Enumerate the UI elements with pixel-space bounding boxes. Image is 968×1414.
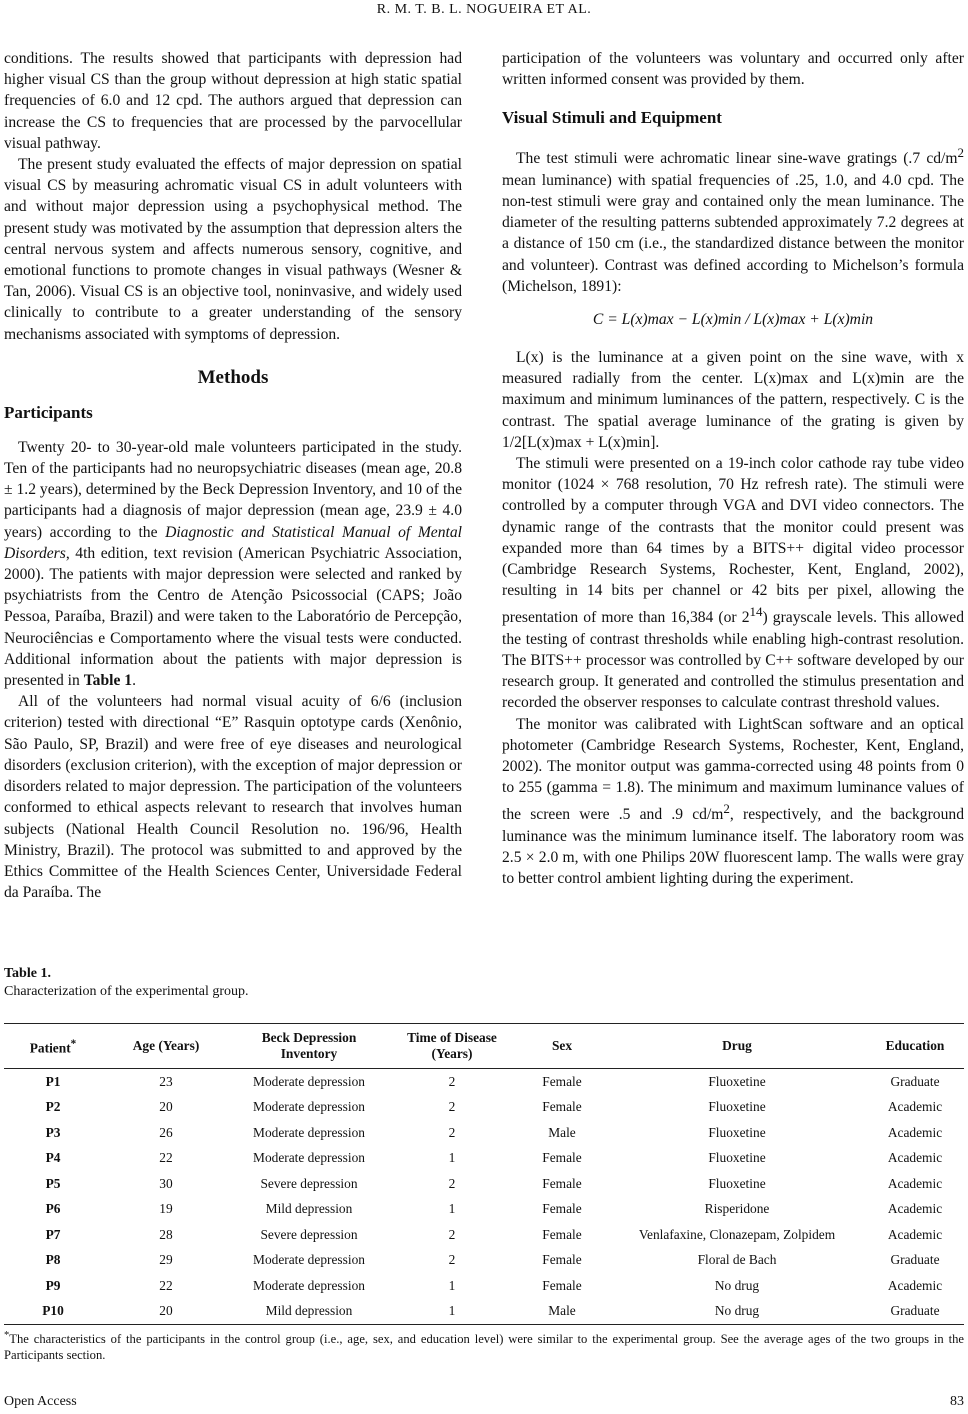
table-cell: Female [542, 1175, 582, 1191]
table-cell: Female [542, 1226, 582, 1242]
table-cell: Fluoxetine [708, 1175, 766, 1191]
table-row [4, 1095, 964, 1121]
left-column [4, 48, 462, 903]
footnote-mark: * [70, 1037, 77, 1050]
paragraph: All of the volunteers had normal visual acuity of 6/6 (inclusion criterion) tested with directional “E” Rasquin optotype cards (Xenônio, São Paulo, SP, Brazil) and were free of eye diseases and neurological disorders (exclusion criterion), with the exception of major depression or disorders related to major depression. The participation of the volunteers conformed to ethical aspects relevant to research that involves human subjects (National Health Council Resolution no. 196/96, Health Ministry, Brazil). The protocol was submitted to and approved by the Ethics Committee of the Health Sciences Center, Universidade Federal da Paraíba. The [4, 693, 462, 902]
text-run: , 4th edition, text revision (American Psychiatric Association, 2000). The patients with major depression were selected and ranked by psychiatrists from the Centro de Atenção Psicossocial (CAPS; João Pessoa, Paraíba, Brazil) and were taken to the Laboratório de Percepção, Neurociências e Comportamento where the visual tests were conducted. Additional information about the patients with major depression is presented in [4, 544, 462, 690]
column-header-education: Education [885, 1038, 945, 1053]
table-cell: Female [542, 1277, 582, 1293]
table-cell: Moderate depression [253, 1124, 365, 1140]
table-cell: P4 [45, 1150, 61, 1166]
column-header-beck: Beck Depression Inventory [261, 1030, 357, 1061]
table-cell: 19 [159, 1201, 173, 1217]
book-title: Diagnostic and Statistical Manual of Mental Disorders [4, 523, 462, 562]
table-block [4, 965, 964, 1363]
table-cell: 2 [448, 1252, 456, 1268]
table-cell: P9 [45, 1277, 61, 1293]
footnote-text: The characteristics of the participants in the control group (i.e., age, sex, and education level) were similar to the experimental group. See the average ages of the two groups in the Participants section. [4, 1332, 964, 1363]
table-cell: Academic [887, 1175, 943, 1191]
table-cell: 23 [159, 1073, 173, 1089]
table-label [4, 965, 964, 983]
table-cell: Mild depression [265, 1303, 353, 1319]
table-cell: P3 [45, 1124, 61, 1140]
table-row [4, 1299, 964, 1325]
table-cell: 20 [159, 1303, 173, 1319]
table-cell: Graduate [890, 1252, 940, 1268]
table-cell: 2 [448, 1073, 456, 1089]
table-cell: 2 [448, 1226, 456, 1242]
column-header-sex: Sex [551, 1038, 573, 1053]
table-cell: 29 [159, 1252, 173, 1268]
table-cell: Moderate depression [253, 1073, 365, 1089]
paragraph: conditions. The results showed that participants with depression had higher visual CS than the group without depression at high static spatial frequencies of 6.0 and 12 cpd. The authors argued that depression can increase the CS to frequencies that are processed by the parvocellular visual pathway. [4, 50, 462, 152]
table-cell: 2 [448, 1099, 456, 1115]
paragraph-equation-definitions: L(x) is the luminance at a given point on the sine wave, with x measured radially from the center. L(x)max and L(x)min are the maximum and minimum luminances of the pattern, respectively. C is the contrast. The spatial average luminance of the grating is given by 1/2[L(x)max + L(x)min]. [502, 349, 964, 451]
participants-table [4, 1023, 964, 1325]
table-cell: Severe depression [260, 1226, 358, 1242]
table-cell: Moderate depression [253, 1099, 365, 1115]
paragraph-calibration [502, 714, 964, 890]
footnote-mark: * [4, 1330, 10, 1341]
table-cell: P5 [45, 1175, 61, 1191]
table-cell: Moderate depression [253, 1277, 365, 1293]
table-row [4, 1069, 964, 1095]
table-cell: 30 [159, 1175, 173, 1191]
table-header-row [4, 1024, 964, 1069]
table-cell: Moderate depression [253, 1150, 365, 1166]
table-cell: 2 [448, 1175, 456, 1191]
michelson-equation: C = L(x)max − L(x)min / L(x)max + L(x)min [592, 311, 874, 329]
table-cell: Fluoxetine [708, 1099, 766, 1115]
table-cell: Male [548, 1303, 576, 1319]
table-cell: Graduate [890, 1073, 940, 1089]
table-cell: P7 [45, 1226, 61, 1242]
superscript: 2 [957, 145, 964, 161]
table-cell: Fluoxetine [708, 1124, 766, 1140]
paragraph-stimuli [502, 142, 964, 297]
table-cell: Severe depression [260, 1175, 358, 1191]
table-label-text: Table 1. [4, 966, 51, 981]
table-cell: Female [542, 1252, 582, 1268]
superscript: 2 [723, 801, 730, 817]
page-footer [4, 1394, 964, 1410]
column-header-drug: Drug [722, 1038, 752, 1053]
table-body [4, 1069, 964, 1325]
table-cell: Female [542, 1073, 582, 1089]
table-cell: 1 [448, 1303, 456, 1319]
table-cell: 26 [159, 1124, 173, 1140]
section-title-methods: Methods [197, 366, 269, 388]
subsection-title-stimuli: Visual Stimuli and Equipment [502, 108, 722, 128]
table-cell: 22 [159, 1277, 173, 1293]
table-cell: Academic [887, 1150, 943, 1166]
table-reference[interactable]: Table 1 [83, 672, 133, 690]
table-cell: Male [548, 1124, 576, 1140]
right-column [502, 48, 964, 889]
table-cell: Academic [887, 1226, 943, 1242]
table-cell: No drug [714, 1277, 760, 1293]
table-cell: Fluoxetine [708, 1150, 766, 1166]
table-cell: P8 [45, 1252, 61, 1268]
table-cell: Academic [887, 1124, 943, 1140]
table-cell: Fluoxetine [708, 1073, 766, 1089]
page-number: 83 [950, 1394, 964, 1409]
footer-open-access: Open Access [4, 1394, 77, 1409]
table-row [4, 1197, 964, 1223]
table-cell: 1 [448, 1150, 456, 1166]
table-cell: 28 [159, 1226, 173, 1242]
table-cell: Venlafaxine, Clonazepam, Zolpidem [638, 1226, 836, 1242]
table-cell: Mild depression [265, 1201, 353, 1217]
table-cell: 22 [159, 1150, 173, 1166]
table-cell: Female [542, 1099, 582, 1115]
table-cell: P2 [45, 1099, 61, 1115]
table-cell: Floral de Bach [697, 1252, 777, 1268]
table-row [4, 1171, 964, 1197]
text-run: The stimuli were presented on a 19-inch color cathode ray tube video monitor (1024 × 768 resolution, 70 Hz refresh rate). The stimuli were controlled by a computer through VGA and DVI video connectors. The dynamic range of the contrasts that the monitor could present was expanded more than 64 times by a BITS++ digital video processor (Cambridge Research Systems, Rochester, Kent, England, 2002), resulting in 14 bits per channel or 42 bits per pixel, allowing the presentation of more than 16,384 (or 2 [502, 455, 964, 627]
text-run: The test stimuli were achromatic linear sine-wave gratings (.7 cd/m [516, 150, 958, 168]
table-caption: Characterization of the experimental group. [4, 984, 249, 999]
text-run: ) grayscale levels. This allowed the testing of contrast thresholds while enabling high-contrast resolution. The BITS++ processor was controlled by C++ software developed by our research group. It generated and controlled the stimulus presentation and recorded the observer responses to calculate contrast threshold values. [502, 609, 965, 712]
paragraph-participants [4, 437, 462, 691]
table-cell: 1 [448, 1277, 456, 1293]
text-run: Twenty 20- to 30-year-old male volunteers participated in the study. Ten of the participants had no neuropsychiatric diseases (mean age, 20.8 ± 1.2 years), determined by the Beck Depression Inventory, and 10 of the participants had a diagnosis of major depression (mean age, 23.9 ± 4.0 years) according to the [4, 438, 462, 541]
table-cell: Academic [887, 1099, 943, 1115]
text-run: . [132, 672, 136, 690]
column-header-patient: Patient* [29, 1037, 77, 1056]
table-cell: No drug [714, 1303, 760, 1319]
table-cell: 20 [159, 1099, 173, 1115]
table-cell: 1 [448, 1201, 456, 1217]
table-cell: Moderate depression [253, 1252, 365, 1268]
paragraph-monitor [502, 453, 964, 714]
column-header-age: Age (Years) [132, 1038, 200, 1053]
table-row [4, 1222, 964, 1248]
superscript: 14 [749, 604, 763, 620]
paragraph: The present study evaluated the effects of major depression on spatial visual CS by measuring achromatic visual CS in adult volunteers with and without major depression using a psychophysical method. The present study was motivated by the assumption that depression alters the central nervous system and affects numerous sensory, cognitive, and emotional functions to promote changes in visual pathways (Wesner & Tan, 2006). Visual CS is an objective tool, noninvasive, and widely used clinically to contribute to a greater understanding of the sensory mechanisms associated with symptoms of depression. [4, 156, 462, 343]
text-run: , respectively, and the background luminance was the minimum luminance itself. The laboratory room was 2.5 × 2.0 m, with one Philips 20W fluorescent lamp. The walls were gray to better control ambient lighting during the experiment. [502, 806, 964, 888]
table-cell: 2 [448, 1124, 456, 1140]
table-cell: P10 [42, 1303, 64, 1319]
table-cell: Female [542, 1201, 582, 1217]
table-cell: P6 [45, 1201, 61, 1217]
table-cell: Graduate [890, 1303, 940, 1319]
text-run: The monitor was calibrated with LightScan software and an optical photometer (Cambridge Research Systems, Rochester, Kent, England, 2002). The monitor output was gamma-corrected using 48 points from 0 to 255 (gamma = 1.8). The minimum and maximum luminance values of the screen were .5 and .9 cd/m [502, 715, 964, 824]
text-run: mean luminance) with spatial frequencies of .25, 1.0, and 4.0 cpd. The non-test stimuli were gray and contained only the mean luminance. The diameter of the resulting patterns subtended approximately 7.2 degrees at a distance of 150 cm (i.e., the standardized distance between the monitor and volunteer). Contrast was defined according to Michelson’s formula (Michelson, 1891): [502, 171, 964, 295]
paragraph: participation of the volunteers was voluntary and occurred only after written informed consent was provided by them. [502, 50, 964, 89]
table-cell: Academic [887, 1277, 943, 1293]
table-footnote [4, 1328, 964, 1363]
table-cell: Female [542, 1150, 582, 1166]
subsection-title-participants: Participants [4, 402, 93, 422]
table-cell: Risperidone [704, 1201, 770, 1217]
table-row [4, 1146, 964, 1172]
running-head: R. M. T. B. L. NOGUEIRA ET AL. [376, 2, 592, 17]
table-row [4, 1273, 964, 1299]
column-header-time: Time of Disease (Years) [407, 1030, 497, 1061]
table-cell: Academic [887, 1201, 943, 1217]
table-row [4, 1120, 964, 1146]
table-row [4, 1248, 964, 1274]
table-cell: P1 [45, 1073, 61, 1089]
